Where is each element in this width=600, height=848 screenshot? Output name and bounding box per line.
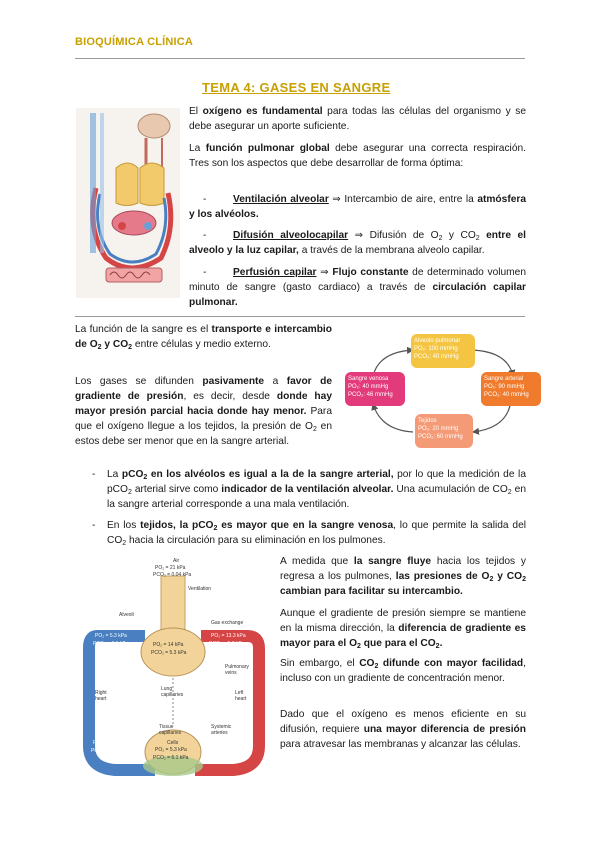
pulmonary-veins-label: Pulmonary veins [225, 664, 249, 676]
cycle-box-tejidos [415, 414, 473, 448]
ventilation-label: Ventilation [188, 586, 212, 592]
section-divider [75, 316, 525, 317]
alveolo-title: Alveolo pulmonar [414, 338, 461, 344]
page-title: TEMA 4: GASES EN SANGRE [202, 80, 391, 95]
intro-paragraph-1: El oxígeno es fundamental para todas las células del organismo y se debe asegurar un aporte suficiente. [189, 106, 527, 132]
arterial-top-pco2: PCO₂ = 5.3 kPa [209, 641, 245, 647]
bullet-tissue-pco2: En los tejidos, la pCO$_2$ es mayor que en la sangre venosa, lo que permite la salida del $CO_2$ hacia la circulación para su eliminación en los pulmones. [107, 520, 526, 547]
list-item-diffusion: - Difusión alveolocapilar ⇒ Difusión de $O_2$ y $CO_2$ entre el alveolo y la luz capilar, a través de la membrana alveolo capilar. [189, 230, 526, 256]
list-item-perfusion: - Perfusión capilar ⇒ Flujo constante de determinado volumen minuto de sangre (gasto cardiaco) a través de circulación capilar pulmonar. [189, 267, 526, 308]
arterial-bottom-po2: PO₂ = 13.3 kPa [213, 740, 248, 746]
respiratory-system-figure [76, 108, 180, 298]
lung-capillaries-label: Lung capillaries [161, 686, 184, 698]
cells-po2: PO₂ = 5.3 kPa [155, 747, 187, 753]
left-heart-label: Left heart [235, 690, 247, 702]
tejidos-po2: PO₂: 20 mmHg [418, 426, 459, 432]
arterial-title: Sangre arterial [484, 376, 524, 382]
course-header: BIOQUÍMICA CLÍNICA [75, 36, 194, 48]
venosa-title: Sangre venosa [348, 376, 389, 382]
co2-diffusion-paragraph: Sin embargo, el $CO_2$ difunde con mayor facilidad, incluso con un gradiente de concentración menor. [280, 658, 526, 684]
blood-function-paragraph: La función de la sangre es el transporte e intercambio de $O_2$ y $CO_2$ entre células y medio externo. [75, 324, 332, 351]
cells-label: Cells [167, 740, 179, 746]
alveoli-label: Alveoli [119, 612, 134, 618]
arterial-top-po2: PO₂ = 13.3 kPa [211, 633, 246, 639]
cells-pco2: PCO₂ = 6.1 kPa [153, 755, 189, 761]
venous-bottom-pco2: PCO₂ = 6.1 kPa [91, 748, 127, 754]
bullet-dash-1: - [92, 469, 96, 480]
arterial-po2: PO₂: 90 mmHg [484, 384, 525, 390]
arterial-bottom-pco2: PCO₂ = 5.3 kPa [211, 748, 247, 754]
venous-top-po2: PO₂ = 5.3 kPa [95, 633, 127, 639]
alveolo-po2: PO₂: 100 mmHg [414, 346, 458, 352]
intro-paragraph-2: La función pulmonar global debe asegurar una correcta respiración. Tres son los aspectos que debe desarrollar de forma óptima: [189, 143, 526, 169]
venosa-pco2: PCO₂: 46 mmHg [348, 392, 393, 398]
alveolar-pco2: PCO₂ = 5.3 kPa [151, 650, 187, 656]
tissue-capillaries-label: Tissue capillaries [159, 724, 182, 736]
air-po2: PO₂ = 21 kPa [155, 565, 186, 571]
air-label: Air [173, 558, 180, 564]
cycle-box-arterial [481, 372, 541, 406]
systemic-arteries-label: Systemic arteries [211, 724, 232, 736]
venous-top-pco2: PCO₂ = 6.1 kPa [93, 641, 129, 647]
header-divider [75, 58, 525, 59]
venous-bottom-po2: PO₂ = 5.3 kPa [93, 740, 125, 746]
alveolo-pco2: PCO₂: 40 mmHg [414, 354, 459, 360]
gas-exchange-label: Gas exchange [211, 620, 244, 626]
flow-pressure-paragraph: A medida que la sangre fluye hacia los tejidos y regresa a los pulmones, las presiones de $O_2$ y $CO_2$ cambian para facilitar su intercambio. [280, 556, 526, 597]
tejidos-pco2: PCO₂: 60 mmHg [418, 434, 463, 440]
gas-pressure-cycle-diagram [343, 328, 543, 453]
oxygen-efficiency-paragraph: Dado que el oxígeno es menos eficiente en su difusión, requiere una mayor diferencia de presión para atravesar las membranas y alcanzar las células. [280, 709, 526, 750]
tejidos-title: Tejidos [418, 418, 437, 424]
bullet-alveolar-pco2: La pCO$_2$ en los alvéolos es igual a la de la sangre arterial, por lo que la medición de la pCO$_2$ arterial sirve como indicador de la ventilación alveolar. Una acumulación de $CO_2$ en la sangre arterial corresponde a una mala ventilación. [107, 469, 526, 510]
gas-exchange-circulation-diagram [75, 556, 271, 780]
venosa-po2: PO₂: 40 mmHg [348, 384, 389, 390]
gradient-paragraph: Aunque el gradiente de presión siempre se mantiene en la misma dirección, la diferencia de gradiente es mayor para el $O_2$ que para el $CO_2$. [280, 608, 526, 650]
gas-diffusion-paragraph: Los gases se difunden pasivamente a favor de gradiente de presión, es decir, desde donde hay mayor presión parcial hacia donde hay menor. Para que el oxígeno llegue a los tejidos, la presión de $O_2$ en estos debe ser menor que en la sangre arterial. [75, 376, 333, 447]
right-heart-label: Right heart [95, 690, 107, 702]
arterial-pco2: PCO₂: 40 mmHg [484, 392, 529, 398]
cycle-box-venosa [345, 372, 405, 406]
alveolar-po2: PO₂ = 14 kPa [153, 642, 184, 648]
air-pco2: PCO₂ = 0.04 kPa [153, 572, 192, 578]
bullet-dash-2: - [92, 520, 96, 531]
list-item-ventilation: - Ventilación alveolar ⇒ Intercambio de aire, entre la atmósfera y los alvéolos. [189, 194, 527, 220]
cycle-box-alveolo [411, 334, 475, 368]
